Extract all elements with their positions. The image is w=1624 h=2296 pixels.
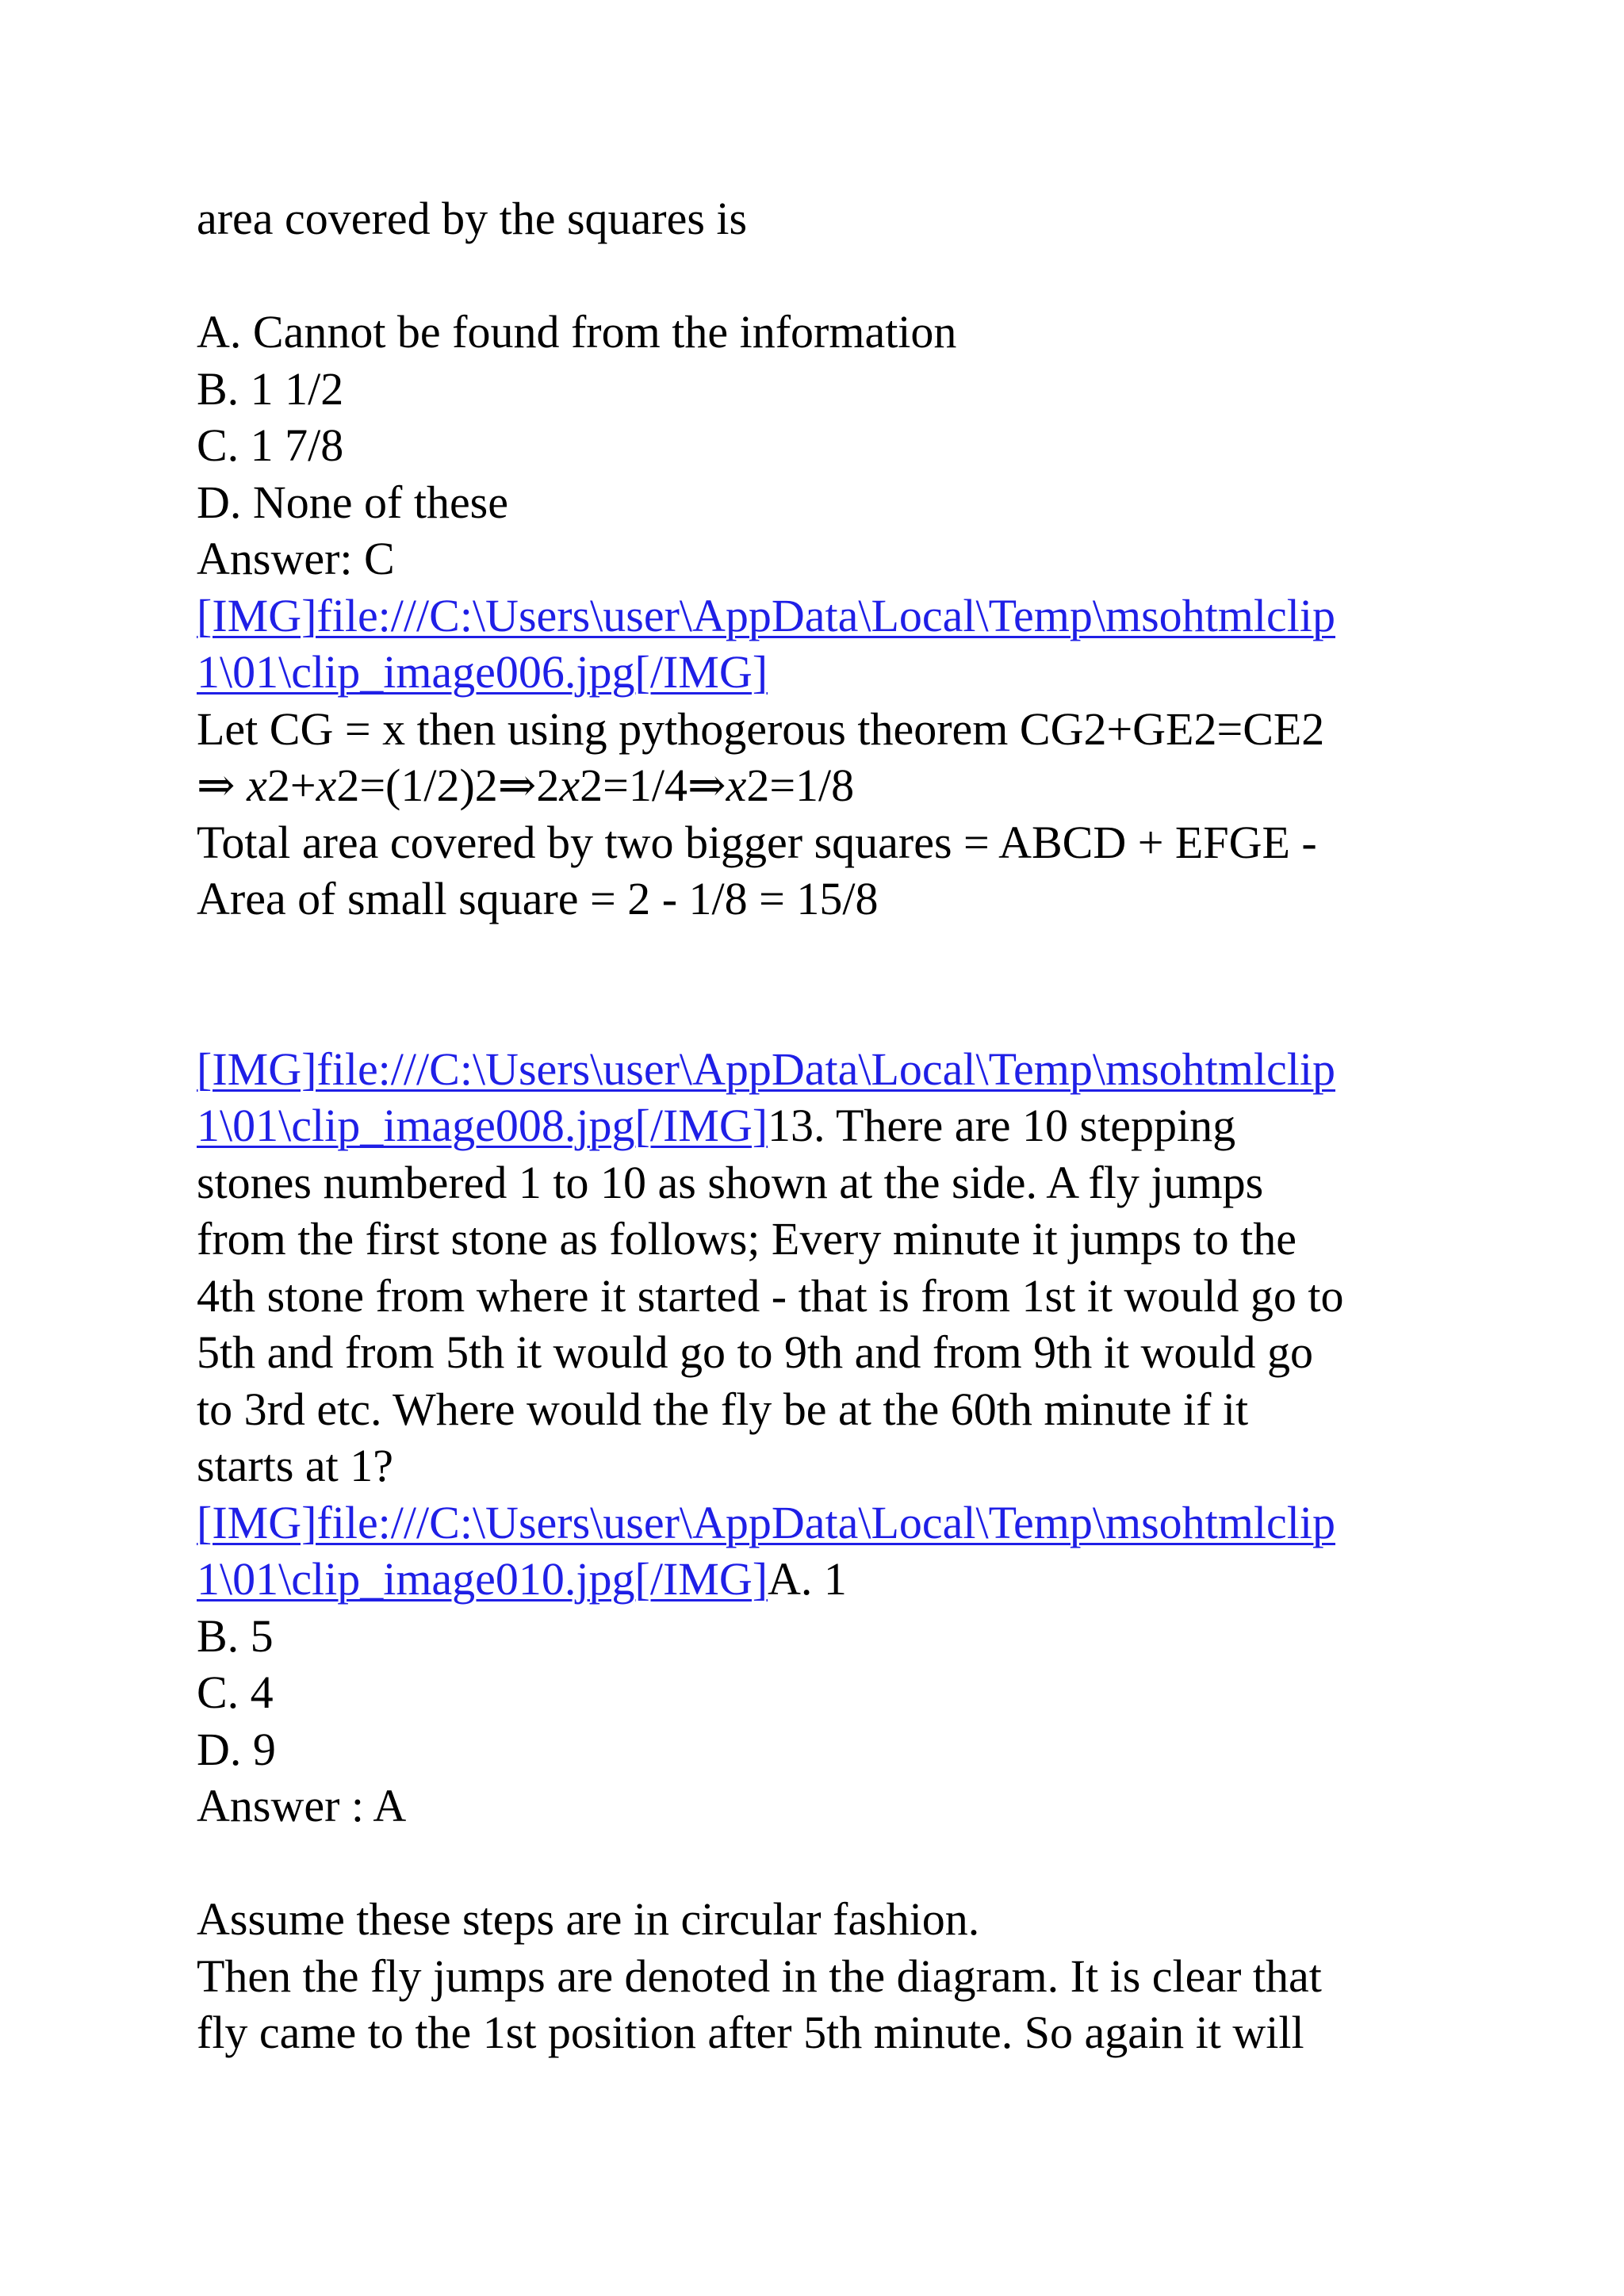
q12-solution-line4: Area of small square = 2 - 1/8 = 15/8 [197,873,879,924]
q13-answer: Answer : A [197,1780,407,1831]
q13-question-number-text: 13. There are 10 stepping [768,1100,1236,1151]
math-var-x: x [726,760,747,811]
q13-option-a: A. 1 [768,1553,847,1605]
q13-explanation-line2: Then the fly jumps are denoted in the diagram. It is clear that [197,1950,1322,2002]
q12-image-link-line1 [197,587,1434,645]
spacer [197,928,1434,1041]
q12-image-link[interactable]: [IMG]file:///C:\Users\user\AppData\Local\Temp\msohtmlclip [197,589,1335,641]
math-var-x: x [316,760,337,811]
q12-solution-line2 [197,757,1434,814]
q13-stem-line4: 4th stone from where it started - that is from 1st it would go to [197,1269,1344,1322]
q13-option-b: B. 5 [197,1609,274,1662]
q13-image2-link-continued[interactable]: 1\01\clip_image010.jpg[/IMG] [197,1553,768,1605]
q12-option-d: D. None of these [197,476,509,528]
q12-image-link-line2 [197,644,1434,701]
math-text: 2+ [266,760,316,811]
q12-stem-tail: area covered by the squares is [197,193,748,244]
q13-stem-line7: starts at 1? [197,1440,394,1491]
spacer [197,1835,1434,1892]
q12-option-b: B. 1 1/2 [197,362,344,415]
q13-image-link-line1 [197,1041,1434,1098]
q13-stem-line6: to 3rd etc. Where would the fly be at the 60th minute if it [197,1383,1249,1435]
implies-arrow: ⇒ [197,760,247,811]
q13-explanation-line3: fly came to the 1st position after 5th minute. So again it will [197,2007,1304,2058]
q13-stem-line2: stones numbered 1 to 10 as shown at the side. A fly jumps [197,1156,1264,1208]
q13-option-d: D. 9 [197,1723,276,1775]
q12-answer: Answer: C [197,533,395,584]
spacer [197,247,1434,304]
math-var-x: x [247,760,267,811]
q12-solution-line3: Total area covered by two bigger squares = ABCD + EFGE - [197,816,1317,868]
q13-image-link[interactable]: [IMG]file:///C:\Users\user\AppData\Local\Temp\msohtmlclip [197,1043,1335,1095]
math-text: 2=(1/2)2⇒2 [336,760,560,811]
q13-option-a-line [197,1551,1434,1608]
math-text: 2=1/8 [746,760,855,811]
q13-option-c: C. 4 [197,1667,274,1718]
q13-stem-line3: from the first stone as follows; Every minute it jumps to the [197,1213,1297,1265]
math-var-x: x [559,760,580,811]
math-text: 2=1/4⇒ [580,760,726,811]
q13-image2-link[interactable]: [IMG]file:///C:\Users\user\AppData\Local\Temp\msohtmlclip [197,1496,1335,1548]
q12-option-c: C. 1 7/8 [197,419,344,471]
q13-stem-line1 [197,1097,1434,1154]
q13-stem-line5: 5th and from 5th it would go to 9th and from 9th it would go [197,1326,1314,1378]
q12-option-a: A. Cannot be found from the information [197,306,957,358]
q12-image-link-continued[interactable]: 1\01\clip_image006.jpg[/IMG] [197,646,768,698]
q13-image-link-continued[interactable]: 1\01\clip_image008.jpg[/IMG] [197,1100,768,1151]
q13-image2-link-line1 [197,1494,1434,1552]
q12-solution-line1: Let CG = x then using pythogerous theorem CG2+GE2=CE2 [197,702,1325,755]
q13-explanation-line1: Assume these steps are in circular fashion. [197,1893,980,1945]
document-page [197,190,1434,2061]
